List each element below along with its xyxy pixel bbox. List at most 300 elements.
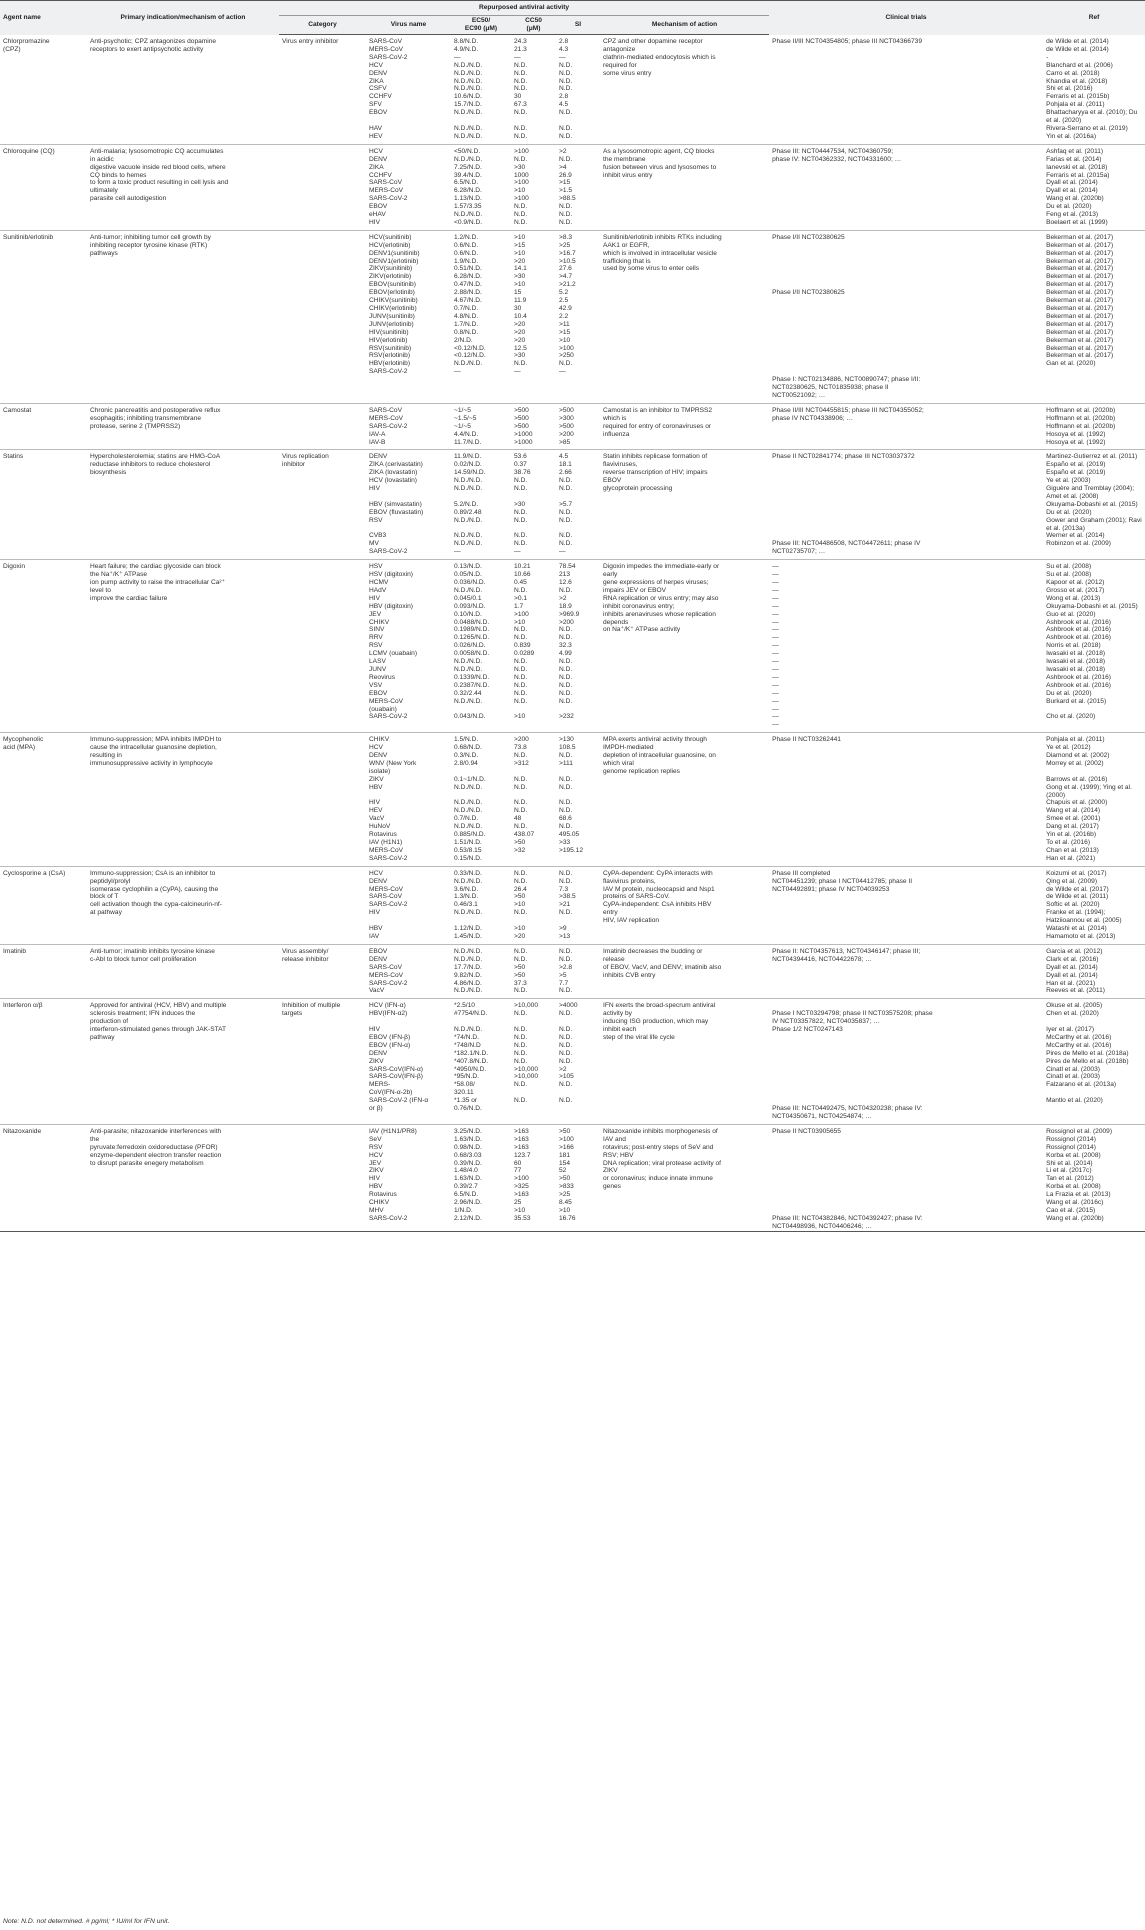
- ec50-ec90: 0.885/N.D.: [454, 831, 486, 839]
- reference: Bekerman et al. (2017): [1046, 344, 1114, 352]
- agent-name: [0, 133, 87, 144]
- mechanism: DNA replication; viral protease activity of: [603, 1159, 722, 1167]
- mechanism: RNA replication or virus entry; may also: [603, 594, 719, 602]
- primary-indication: [87, 1042, 279, 1050]
- ec50-ec90: N.D./N.D.: [454, 109, 483, 117]
- clinical-trial: [769, 1199, 1043, 1207]
- mechanism: [600, 1113, 769, 1124]
- category: [279, 972, 366, 980]
- reference: Hoffmann et al. (2020b): [1046, 406, 1116, 414]
- ec50-ec90: 0.043/N.D.: [454, 713, 486, 721]
- mechanism: [600, 392, 769, 403]
- virus-name: ZIKV: [369, 775, 384, 783]
- cc50: 48: [514, 815, 522, 823]
- agent-name: [0, 321, 87, 329]
- primary-indication: [87, 980, 279, 988]
- cc50: N.D.: [511, 987, 556, 998]
- reference: Shi et al. (2014): [1046, 1159, 1093, 1167]
- virus-name: SARS-CoV: [369, 406, 402, 414]
- cc50: >10: [514, 901, 526, 909]
- table-row: [0, 70, 1145, 78]
- mechanism: Digoxin impedes the immediate-early or: [603, 563, 720, 571]
- clinical-trial: —: [772, 634, 779, 642]
- virus-name: HBV (digitoxin): [369, 602, 413, 610]
- agent-name: Mycophenolic: [3, 736, 44, 744]
- virus-name: RSV(erlotinib): [369, 352, 411, 360]
- mechanism: [600, 337, 769, 345]
- si: >4.7: [559, 273, 573, 281]
- reference: Clark et al. (2016): [1046, 955, 1099, 963]
- category: [279, 752, 366, 760]
- ec50-ec90: 0.33/N.D.: [454, 869, 482, 877]
- ec50-ec90: 1/N.D.: [454, 1206, 473, 1214]
- si: 27.6: [559, 265, 572, 273]
- si: 26.9: [559, 171, 572, 179]
- virus-name: HBV: [369, 925, 383, 933]
- virus-name: MERS-: [369, 1081, 391, 1089]
- clinical-trial: —: [772, 697, 779, 705]
- table-row: [0, 847, 1145, 855]
- primary-indication: reductase inhibitors to reduce cholesterol: [90, 461, 211, 469]
- ec50-ec90: <0.9/N.D.: [451, 219, 511, 230]
- cc50: >20: [511, 933, 556, 944]
- cc50: 15: [514, 289, 522, 297]
- si: >195.12: [559, 846, 584, 854]
- ec50-ec90: 0.8/N.D.: [454, 328, 479, 336]
- primary-indication: Anti-psychotic; CPZ antagonizes dopamine: [90, 37, 217, 45]
- cc50: 10.4: [514, 312, 527, 320]
- category: [279, 1191, 366, 1199]
- mechanism: gene expressions of herpes viruses;: [603, 579, 709, 586]
- reference: Ashbrook et al. (2016): [1046, 681, 1111, 689]
- si: [556, 376, 600, 384]
- cc50: >163: [514, 1135, 529, 1143]
- category: Virus assembly/: [282, 947, 329, 955]
- clinical-trial: phase IV NCT04338906; …: [772, 414, 854, 422]
- mechanism: [600, 78, 769, 86]
- ec50-ec90: 0.2387/N.D.: [454, 681, 490, 689]
- si: N.D.: [556, 219, 600, 230]
- ec50-ec90: N.D./N.D.: [454, 211, 483, 219]
- ec50-ec90: 3.6/N.D.: [454, 885, 479, 893]
- agent-name: [0, 164, 87, 172]
- cc50: [511, 917, 556, 925]
- reference: Hoffmann et al. (2020b): [1046, 414, 1116, 422]
- agent-name: [0, 1215, 87, 1223]
- table-row: [0, 698, 1145, 706]
- ec50-ec90: N.D./N.D.: [454, 77, 483, 85]
- clinical-trial: [769, 62, 1043, 70]
- table-row: [0, 35, 1145, 46]
- category: Virus replication: [282, 453, 329, 461]
- category: [279, 1073, 366, 1081]
- virus-name: [366, 1223, 451, 1231]
- reference: Bekerman et al. (2017): [1046, 249, 1114, 257]
- reference: Grosso et al. (2017): [1046, 586, 1105, 594]
- agent-name: [0, 101, 87, 109]
- cc50: >30: [514, 352, 526, 360]
- primary-indication: [87, 329, 279, 337]
- clinical-trial: phase IV: NCT04362332, NCT04331600; …: [772, 155, 902, 163]
- clinical-trial: [769, 823, 1043, 831]
- table-row: [0, 768, 1145, 776]
- agent-name: [0, 1081, 87, 1089]
- category: [279, 305, 366, 313]
- agent-name: [0, 93, 87, 101]
- virus-name: LASV: [369, 658, 386, 666]
- si: 68.6: [559, 815, 572, 823]
- table-row: [0, 1105, 1145, 1113]
- ec50-ec90: 0.68/N.D.: [454, 744, 482, 752]
- reference: Bekerman et al. (2017): [1046, 336, 1114, 344]
- mechanism: [600, 509, 769, 517]
- clinical-trial: [769, 321, 1043, 329]
- si: N.D.: [559, 586, 573, 594]
- reference: Wang et al. (2014): [1046, 807, 1101, 815]
- si: N.D.: [559, 658, 573, 666]
- virus-name: ZIKA: [369, 77, 384, 85]
- mechanism: [600, 321, 769, 329]
- primary-indication: [87, 658, 279, 666]
- si: >38.5: [559, 893, 576, 901]
- reference: Bekerman et al. (2017): [1046, 312, 1114, 320]
- table-row: [0, 337, 1145, 345]
- si: 8.45: [559, 1199, 572, 1207]
- si: N.D.: [559, 360, 573, 368]
- mechanism: activity by: [603, 1010, 632, 1018]
- ec50-ec90: 1.63/N.D.: [454, 1135, 482, 1143]
- mechanism: inducing ISG production, which may: [603, 1018, 709, 1026]
- category: [279, 403, 366, 414]
- table-row: [0, 297, 1145, 305]
- virus-name: EBOV(sunitinib): [369, 281, 416, 289]
- si: 154: [559, 1159, 571, 1167]
- si: N.D.: [559, 516, 573, 524]
- primary-indication: pyruvate:ferredoxin oxidoreductase (PFOR): [90, 1143, 218, 1151]
- category: [279, 909, 366, 917]
- clinical-trial: [769, 179, 1043, 187]
- primary-indication: [87, 642, 279, 650]
- mechanism: MPA exerts antiviral activity through: [603, 736, 707, 744]
- category: [279, 1097, 366, 1105]
- mechanism: genes: [603, 1183, 621, 1191]
- table-row: [0, 187, 1145, 195]
- ec50-ec90: 4.4/N.D.: [454, 430, 479, 438]
- table-row: [0, 792, 1145, 800]
- mechanism: [600, 1097, 769, 1105]
- si: N.D.: [559, 697, 573, 705]
- reference: de Wilde et al. (2014): [1046, 37, 1109, 45]
- mechanism: IAV and: [603, 1135, 626, 1143]
- table-row: [0, 682, 1145, 690]
- clinical-trial: —: [772, 673, 779, 681]
- cc50: N.D.: [514, 477, 528, 485]
- mechanism: Sunitinib/erlotinib inhibits RTKs including: [603, 233, 722, 241]
- cc50: N.D.: [514, 658, 528, 666]
- agent-name: Chlorpromazine: [3, 37, 50, 45]
- clinical-trial: [769, 258, 1043, 266]
- agent-name: [0, 548, 87, 556]
- category: [279, 744, 366, 752]
- virus-name: MERS-CoV: [369, 697, 404, 705]
- agent-name: (CPZ): [3, 45, 21, 53]
- ec50-ec90: N.D./N.D.: [454, 516, 483, 524]
- virus-name: VacV: [369, 815, 385, 823]
- si: >300: [559, 414, 574, 422]
- ec50-ec90: 2/N.D.: [454, 336, 473, 344]
- table-row: [0, 313, 1145, 321]
- virus-name: DENV1(sunitinib): [369, 249, 420, 257]
- virus-name: HCV: [369, 869, 383, 877]
- ec50-ec90: N.D./N.D.: [454, 1026, 483, 1034]
- virus-name: HSV (digitoxin): [369, 571, 413, 579]
- clinical-trial: —: [772, 658, 779, 666]
- agent-name: [0, 281, 87, 289]
- ec50-ec90: 0.7/N.D.: [454, 815, 479, 823]
- virus-name: MV: [369, 540, 379, 548]
- si: [556, 855, 600, 866]
- si: 4.5: [559, 453, 569, 461]
- clinical-trial: [769, 925, 1043, 933]
- primary-indication: Immuno-suppression; MPA inhibits IMPDH to: [90, 736, 222, 744]
- table-row: [0, 560, 1145, 571]
- si: >232: [559, 713, 574, 721]
- clinical-trial: [769, 815, 1043, 823]
- category: [279, 329, 366, 337]
- category: [279, 980, 366, 988]
- reference: Ferraris et al. (2015a): [1046, 171, 1110, 179]
- virus-name: ZIKV: [369, 1057, 384, 1065]
- primary-indication: [87, 297, 279, 305]
- cc50: >15: [514, 241, 526, 249]
- si: [556, 1018, 600, 1026]
- mechanism: [600, 329, 769, 337]
- si: [556, 721, 600, 732]
- table-row: [0, 1215, 1145, 1223]
- agent-name: [0, 54, 87, 62]
- category: [279, 721, 366, 732]
- si: N.D.: [559, 203, 573, 211]
- table-row: [0, 1066, 1145, 1074]
- category: [279, 265, 366, 273]
- clinical-trial: [769, 1152, 1043, 1160]
- reference: Bekerman et al. (2017): [1046, 289, 1114, 297]
- cc50: N.D.: [514, 697, 528, 705]
- mechanism: [600, 1081, 769, 1089]
- table-row: [0, 509, 1145, 517]
- table-row: [0, 1097, 1145, 1105]
- cc50: —: [514, 548, 521, 556]
- table-row: [0, 125, 1145, 133]
- agent-name: [0, 690, 87, 698]
- reference: McCarthy et al. (2016): [1046, 1033, 1112, 1041]
- virus-name: DENV: [369, 1049, 388, 1057]
- table-row: [0, 431, 1145, 439]
- clinical-trial: Phase I NCT03294798; phase II NCT03575208; phase: [772, 1010, 933, 1018]
- primary-indication: digestive vacuole inside red blood cells, where: [90, 163, 226, 171]
- ec50-ec90: 0.13/N.D.: [454, 563, 482, 571]
- si: >16.7: [559, 249, 576, 257]
- mechanism: [600, 776, 769, 784]
- clinical-trial: [769, 117, 1043, 125]
- table-row: [0, 265, 1145, 273]
- virus-name: isolate): [369, 767, 391, 775]
- si: N.D.: [559, 955, 573, 963]
- primary-indication: [87, 666, 279, 674]
- si: 5.2: [559, 289, 569, 297]
- si: N.D.: [559, 1057, 573, 1065]
- mechanism: some virus entry: [603, 69, 652, 77]
- reference: Bekerman et al. (2017): [1046, 297, 1114, 305]
- table-row: [0, 706, 1145, 714]
- ec50-ec90: N.D./N.D.: [454, 697, 483, 705]
- primary-indication: [87, 439, 279, 450]
- clinical-trial: —: [772, 689, 779, 697]
- category: [279, 713, 366, 721]
- ec50-ec90: 0.15/N.D.: [451, 855, 511, 866]
- agent-name: [0, 1026, 87, 1034]
- virus-name: [366, 1113, 451, 1124]
- primary-indication: [87, 219, 279, 230]
- category: [279, 1105, 366, 1113]
- table-row: [0, 752, 1145, 760]
- category: release inhibitor: [282, 955, 329, 963]
- agent-name: [0, 1136, 87, 1144]
- table-row: [0, 587, 1145, 595]
- primary-indication: [87, 501, 279, 509]
- cc50: >1000: [511, 439, 556, 450]
- clinical-trial: Phase II/III NCT04455815; phase III NCT04355052;: [772, 406, 924, 414]
- reference: Wong et al. (2013): [1046, 594, 1101, 602]
- clinical-trial: [769, 1160, 1043, 1168]
- ec50-ec90: [451, 917, 511, 925]
- category: [279, 674, 366, 682]
- reference: [1043, 1105, 1145, 1113]
- table-row: [0, 273, 1145, 281]
- mechanism: which viral: [603, 759, 634, 767]
- mechanism: [600, 548, 769, 556]
- ec50-ec90: 0.39/N.D.: [454, 1159, 482, 1167]
- category: [279, 1066, 366, 1074]
- table-row: [0, 321, 1145, 329]
- agent-name: [0, 1018, 87, 1026]
- virus-name: MERS-CoV: [369, 187, 404, 195]
- cc50: N.D.: [514, 877, 528, 885]
- si: 2.8: [559, 93, 569, 101]
- mechanism: release: [603, 955, 625, 963]
- ec50-ec90: 1.9/N.D.: [454, 257, 479, 265]
- virus-name: SARS-CoV-2: [369, 368, 408, 376]
- table-row: [0, 807, 1145, 815]
- si: 2.66: [559, 469, 572, 477]
- reference: Falzarano et al. (2013a): [1046, 1081, 1117, 1089]
- cc50: >30: [514, 163, 526, 171]
- clinical-trial: [769, 1144, 1043, 1152]
- reference: Bekerman et al. (2017): [1046, 305, 1114, 312]
- agent-name: Cyclosporine a (CsA): [3, 869, 66, 877]
- primary-indication: [87, 352, 279, 360]
- primary-indication: [87, 345, 279, 353]
- ec50-ec90: 0.32/2.44: [454, 689, 482, 697]
- agent-name: [0, 477, 87, 485]
- si: N.D.: [559, 61, 573, 69]
- table-row: [0, 987, 1145, 998]
- reference: Koizumi et al. (2017): [1046, 869, 1107, 877]
- table-row: [0, 172, 1145, 180]
- primary-indication: [87, 548, 279, 556]
- ec50-ec90: 10.6/N.D.: [454, 93, 482, 101]
- mechanism: [600, 517, 769, 525]
- reference: Bhattacharyya et al. (2010); Du: [1046, 109, 1138, 117]
- primary-indication: [87, 281, 279, 289]
- si: [556, 792, 600, 800]
- virus-name: HCMV: [369, 579, 389, 586]
- agent-name: [0, 242, 87, 250]
- clinical-trial: [769, 360, 1043, 368]
- table-row: [0, 690, 1145, 698]
- category: [279, 658, 366, 666]
- clinical-trial: Phase II NCT02841774; phase III NCT03037372: [772, 453, 915, 461]
- primary-indication: [87, 972, 279, 980]
- primary-indication: [87, 847, 279, 855]
- cc50: 37.3: [514, 979, 527, 987]
- table-row: [0, 1223, 1145, 1231]
- si: N.D.: [559, 77, 573, 85]
- mechanism: AAK1 or EGFR,: [603, 241, 650, 249]
- virus-name: EBOV: [369, 203, 388, 211]
- virus-name: VacV: [366, 987, 451, 998]
- agent-name: [0, 752, 87, 760]
- agent-name: [0, 579, 87, 587]
- mechanism: [600, 297, 769, 305]
- si: N.D.: [559, 1026, 573, 1034]
- mechanism: which is involved in intracellular vesicle: [603, 249, 717, 257]
- mechanism: [600, 179, 769, 187]
- primary-indication: [87, 1050, 279, 1058]
- clinical-trial: [769, 368, 1043, 376]
- table-row: [0, 571, 1145, 579]
- agent-name: [0, 305, 87, 313]
- clinical-trial: [769, 1058, 1043, 1066]
- mechanism: inhibits CVB entry: [603, 971, 656, 979]
- table-row: [0, 634, 1145, 642]
- virus-name: (ouabain): [369, 705, 397, 713]
- clinical-trial: [769, 187, 1043, 195]
- reference: Norris et al. (2018): [1046, 642, 1101, 650]
- ec50-ec90: 0.39/2.7: [454, 1183, 478, 1191]
- table-row: [0, 392, 1145, 403]
- reference: Reeves et al. (2011): [1043, 987, 1145, 998]
- clinical-trial: —: [772, 602, 779, 610]
- reference: [1043, 1089, 1145, 1097]
- si: [556, 1105, 600, 1113]
- primary-indication: immunosuppressive activity in lymphocyte: [90, 759, 213, 767]
- cc50: N.D.: [514, 532, 528, 540]
- ec50-ec90: 0.02/N.D.: [454, 461, 482, 469]
- reference: Diamond et al. (2002): [1046, 752, 1110, 760]
- category: [279, 799, 366, 807]
- primary-indication: [87, 525, 279, 533]
- mechanism: [600, 384, 769, 392]
- primary-indication: [87, 626, 279, 634]
- table-note: Note: N.D. not determined. # pg/ml; * IU/ml for IFN unit.: [3, 1918, 170, 1925]
- clinical-trial: [769, 744, 1043, 752]
- cc50: [511, 768, 556, 776]
- primary-indication: [87, 85, 279, 93]
- header-trials: Clinical trials: [769, 1, 1043, 35]
- si: N.D.: [559, 783, 573, 791]
- mechanism: rotavirus; post-entry steps of SeV and: [603, 1143, 714, 1151]
